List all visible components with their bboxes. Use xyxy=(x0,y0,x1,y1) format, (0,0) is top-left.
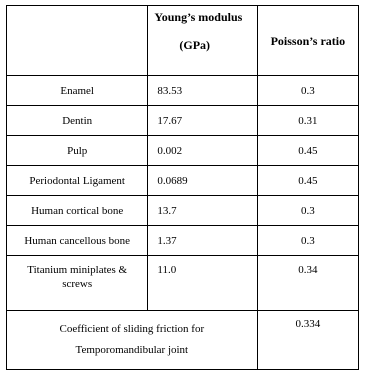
poissons-ratio-value: 0.31 xyxy=(257,106,358,136)
poissons-ratio-value: 0.3 xyxy=(257,226,358,256)
table-row xyxy=(7,106,359,136)
header-poissons-ratio: Poisson’s ratio xyxy=(257,6,358,76)
friction-label-line1: Coefficient of sliding friction for xyxy=(59,323,205,335)
material-name: Dentin xyxy=(7,106,148,136)
poissons-ratio-value: 0.45 xyxy=(257,166,358,196)
material-name: Periodontal Ligament xyxy=(7,166,148,196)
table-row xyxy=(7,196,359,226)
table-row xyxy=(7,256,359,311)
youngs-modulus-value: 11.0 xyxy=(148,256,257,311)
friction-label-line2: Temporomandibular joint xyxy=(75,344,189,356)
material-name-line2: screws xyxy=(62,278,93,290)
poissons-ratio-value: 0.34 xyxy=(257,256,358,311)
material-properties-table-container xyxy=(6,5,359,370)
friction-label xyxy=(7,311,258,370)
table-row xyxy=(7,166,359,196)
youngs-modulus-value: 1.37 xyxy=(148,226,257,256)
table-row xyxy=(7,136,359,166)
youngs-modulus-value: 0.002 xyxy=(148,136,257,166)
header-youngs-modulus-unit: (GPa) xyxy=(179,38,211,52)
material-name-line1: Titanium miniplates & xyxy=(27,264,128,276)
header-material xyxy=(7,6,148,76)
header-youngs-modulus-title: Young’s modulus xyxy=(154,10,243,24)
material-name: Enamel xyxy=(7,76,148,106)
material-name: Human cortical bone xyxy=(7,196,148,226)
table-header-row xyxy=(7,6,359,76)
youngs-modulus-value: 0.0689 xyxy=(148,166,257,196)
header-youngs-modulus xyxy=(148,6,257,76)
material-properties-table xyxy=(6,5,359,370)
youngs-modulus-value: 17.67 xyxy=(148,106,257,136)
friction-row xyxy=(7,311,359,370)
table-row xyxy=(7,76,359,106)
poissons-ratio-value: 0.45 xyxy=(257,136,358,166)
table-row xyxy=(7,226,359,256)
material-name: Pulp xyxy=(7,136,148,166)
material-name xyxy=(7,256,148,311)
poissons-ratio-value: 0.3 xyxy=(257,76,358,106)
poissons-ratio-value: 0.3 xyxy=(257,196,358,226)
youngs-modulus-value: 83.53 xyxy=(148,76,257,106)
material-name: Human cancellous bone xyxy=(7,226,148,256)
friction-value: 0.334 xyxy=(257,311,358,370)
youngs-modulus-value: 13.7 xyxy=(148,196,257,226)
